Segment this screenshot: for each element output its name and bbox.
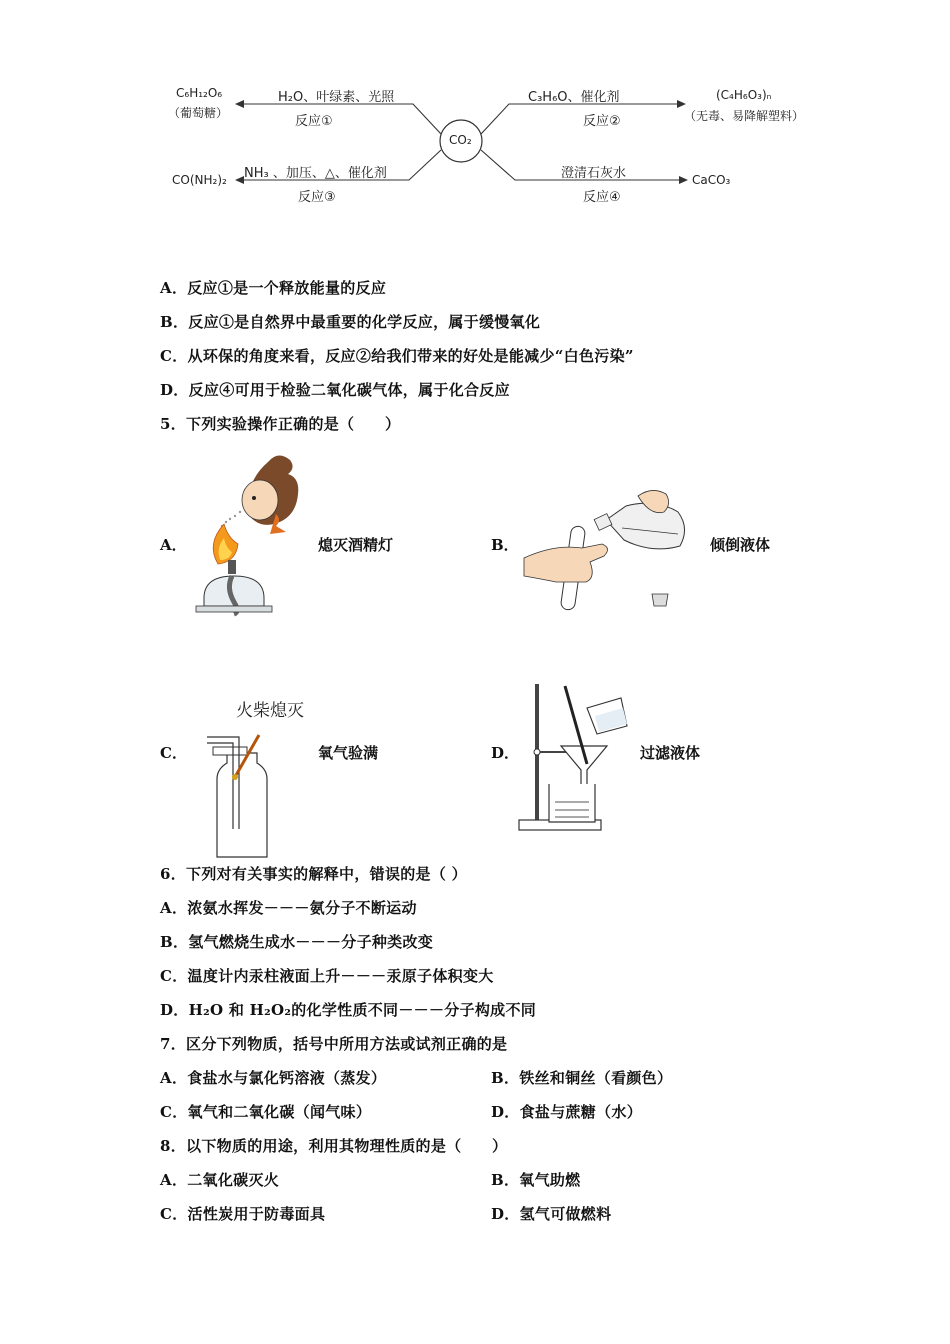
q7-option-a: A．食盐水与氯化钙溶液（蒸发）	[160, 1069, 387, 1087]
q7-option-c: C．氧气和二氧化碳（闻气味）	[160, 1103, 372, 1121]
pouring-liquid-image	[518, 482, 698, 622]
q4-option-d: D．反应④可用于检验二氧化碳气体，属于化合反应	[160, 381, 510, 399]
r2-product: (C₄H₆O₃)ₙ	[716, 88, 772, 102]
r4-name: 反应④	[583, 190, 621, 205]
r1-conditions: H₂O、叶绿素、光照	[278, 90, 395, 105]
r1-name: 反应①	[295, 114, 333, 129]
q6-option-c: C．温度计内汞柱液面上升－－－汞原子体积变大	[160, 967, 494, 985]
q4-option-b: B．反应①是自然界中最重要的化学反应，属于缓慢氧化	[160, 313, 541, 331]
q5-d-label: 过滤液体	[640, 744, 701, 762]
r1-product: C₆H₁₂O₆	[176, 86, 223, 100]
q5-c-label: 氧气验满	[318, 744, 379, 762]
q8-option-c: C．活性炭用于防毒面具	[160, 1205, 326, 1223]
q8-stem: 8．以下物质的用途，利用其物理性质的是（ ）	[160, 1137, 508, 1155]
alcohol-lamp-blowing-image	[190, 452, 320, 617]
q5-c-letter: C．	[160, 744, 187, 762]
q5-c-caption: 火柴熄灭	[236, 701, 304, 721]
r2-product-note: （无毒、易降解塑料）	[684, 109, 805, 123]
co2-center: CO₂	[449, 133, 472, 147]
q5-b-label: 倾倒液体	[710, 536, 771, 554]
r4-product: CaCO₃	[692, 173, 731, 187]
q4-option-a: A．反应①是一个释放能量的反应	[160, 279, 387, 297]
q6-option-a: A．浓氨水挥发－－－氨分子不断运动	[160, 899, 417, 917]
r2-conditions: C₃H₆O、催化剂	[528, 90, 620, 105]
q5-d-letter: D．	[491, 744, 520, 762]
q5-stem: 5．下列实验操作正确的是（ ）	[160, 415, 401, 433]
q7-option-d: D．食盐与蔗糖（水）	[491, 1103, 643, 1121]
q5-a-letter: A．	[160, 536, 187, 554]
q8-option-d: D．氢气可做燃料	[491, 1205, 612, 1223]
r2-name: 反应②	[583, 114, 621, 129]
q7-option-b: B．铁丝和铜丝（看颜色）	[491, 1069, 673, 1087]
q8-option-b: B．氧气助燃	[491, 1171, 581, 1189]
oxygen-test-image	[205, 725, 285, 835]
q5-a-label: 熄灭酒精灯	[318, 536, 394, 554]
q4-option-c: C．从环保的角度来看，反应②给我们带来的好处是能减少“白色污染”	[160, 347, 634, 365]
q5-b-letter: B．	[491, 536, 519, 554]
r4-conditions: 澄清石灰水	[561, 166, 627, 181]
filtration-image	[515, 680, 640, 835]
diagram-lines	[0, 0, 950, 230]
r1-product-note: （葡萄糖）	[168, 106, 229, 120]
r3-conditions: NH₃ 、加压、△、催化剂	[244, 166, 387, 181]
r3-product: CO(NH₂)₂	[172, 173, 227, 187]
q6-stem: 6．下列对有关事实的解释中，错误的是（ ）	[160, 865, 467, 883]
q6-option-d: D．H₂O 和 H₂O₂的化学性质不同－－－分子构成不同	[160, 1001, 537, 1019]
q6-option-b: B．氢气燃烧生成水－－－分子种类改变	[160, 933, 434, 951]
r3-name: 反应③	[298, 190, 336, 205]
q8-option-a: A．二氧化碳灭火	[160, 1171, 280, 1189]
q7-stem: 7．区分下列物质，括号中所用方法或试剂正确的是	[160, 1035, 508, 1053]
